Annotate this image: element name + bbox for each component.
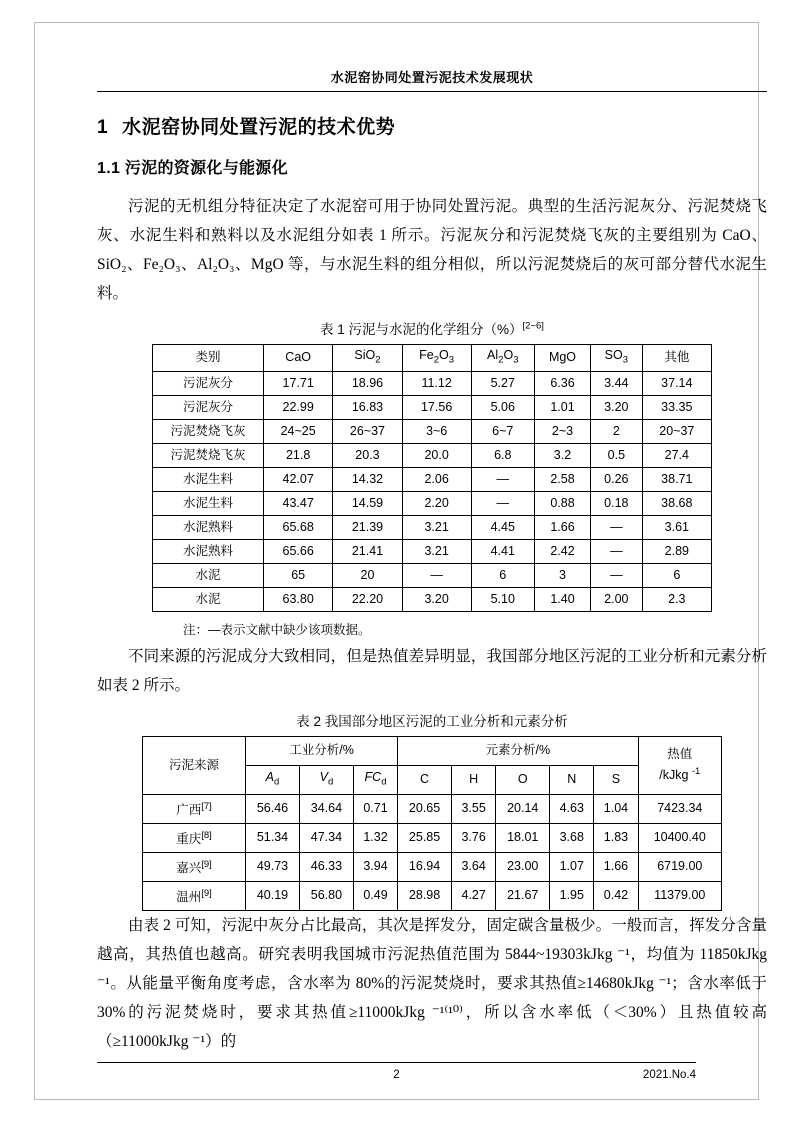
table2-cell: 23.00 xyxy=(496,852,550,881)
paragraph-3: 由表 2 可知，污泥中灰分占比最高，其次是挥发分，固定碳含量极少。一般而言，挥发分含量越高，其热值也越高。研究表明我国城市污泥热值范围为 5844~19303kJkg ⁻¹，均值为 11850kJkg ⁻¹。从能量平衡角度考虑，含水率为 80%的污泥焚烧时，要求其热值≥14680kJkg ⁻¹；含水率低于 30%的污泥焚烧时，要求其热值≥11000kJkg ⁻¹⁽¹⁰⁾，所以含水率低（＜30%）且热值较高（≥11000kJkg ⁻¹）的 xyxy=(97,916,767,1050)
table1-cell: 3.44 xyxy=(591,371,643,395)
table1-cell: 2~3 xyxy=(534,419,590,443)
table1-caption xyxy=(97,318,767,338)
table2-cell-source: 重庆[8] xyxy=(143,823,246,852)
table2-subheader-c: C xyxy=(398,765,452,794)
table2-header-heat: 热值 /kJkg $^{-1}$ xyxy=(638,736,721,794)
table1-cell: 3.21 xyxy=(402,515,471,539)
table2-header-ultimate: 元素分析/% xyxy=(398,736,638,765)
table1-cell: 2.58 xyxy=(534,467,590,491)
table1-cell: 27.4 xyxy=(642,443,711,467)
subsection-heading xyxy=(97,155,767,178)
table1-cell: 水泥熟料 xyxy=(153,539,264,563)
table1-cell: 18.96 xyxy=(333,371,402,395)
table1-cell: 5.06 xyxy=(471,395,534,419)
table-row xyxy=(153,371,712,395)
section-number: 1 xyxy=(97,117,109,138)
table1-cell: 1.01 xyxy=(534,395,590,419)
table1-cell: 38.68 xyxy=(642,491,711,515)
table1-cell: — xyxy=(591,563,643,587)
table-row xyxy=(153,587,712,611)
table2-cell: 21.67 xyxy=(496,881,550,910)
table1-cell: 17.56 xyxy=(402,395,471,419)
table-row xyxy=(143,881,722,910)
table1-cell: 20.3 xyxy=(333,443,402,467)
table2-cell: 0.71 xyxy=(353,794,397,823)
table1-cell: 2.42 xyxy=(534,539,590,563)
table1-cell: 33.35 xyxy=(642,395,711,419)
table1-cell: 43.47 xyxy=(264,491,333,515)
table1-cell: 6 xyxy=(642,563,711,587)
table1-header-cell: 其他 xyxy=(642,345,711,372)
table2-subheader-vd: $V_d$ xyxy=(299,765,353,794)
table1-cell: 1.40 xyxy=(534,587,590,611)
table2-cell: 3.64 xyxy=(452,852,496,881)
table-row xyxy=(153,419,712,443)
table1-cell: — xyxy=(402,563,471,587)
table1-header-cell: 类别 xyxy=(153,345,264,372)
table2-cell: 46.33 xyxy=(299,852,353,881)
table2-cell: 3.76 xyxy=(452,823,496,852)
table-chemical-composition xyxy=(152,344,712,612)
table1-cell: 5.10 xyxy=(471,587,534,611)
table-proximate-ultimate-analysis xyxy=(142,736,722,911)
table1-cell: 21.39 xyxy=(333,515,402,539)
table1-cell: 21.8 xyxy=(264,443,333,467)
table1-cell: 20~37 xyxy=(642,419,711,443)
page-sheet xyxy=(34,22,767,1100)
table2-cell: 3.94 xyxy=(353,852,397,881)
table2-cell: 34.64 xyxy=(299,794,353,823)
table1-cell: 污泥灰分 xyxy=(153,371,264,395)
table2-cell: 0.42 xyxy=(594,881,638,910)
table2-cell: 20.14 xyxy=(496,794,550,823)
table2-cell: 1.66 xyxy=(594,852,638,881)
table1-cell: — xyxy=(471,491,534,515)
table1-cell: 22.99 xyxy=(264,395,333,419)
table-row xyxy=(153,515,712,539)
table1-cell: 6.8 xyxy=(471,443,534,467)
footer-issue: 2021.No.4 xyxy=(642,1069,696,1081)
table-row xyxy=(143,794,722,823)
table-row xyxy=(143,852,722,881)
table2-caption: 表 2 我国部分地区污泥的工业分析和元素分析 xyxy=(296,713,568,729)
table1-cell: 6.36 xyxy=(534,371,590,395)
table1-cell: 水泥 xyxy=(153,587,264,611)
table2-subheader-fcd: $FC_d$ xyxy=(353,765,397,794)
table1-caption-text: 表 1 污泥与水泥的化学组分（%） xyxy=(320,322,523,337)
table1-cell: 65.66 xyxy=(264,539,333,563)
subsection-title: 污泥的资源化与能源化 xyxy=(124,160,288,177)
table1-cell: 65.68 xyxy=(264,515,333,539)
table1-cell: 0.5 xyxy=(591,443,643,467)
paragraph-2: 不同来源的污泥成分大致相同，但是热值差异明显，我国部分地区污泥的工业分析和元素分析如表 2 所示。 xyxy=(97,647,767,694)
table1-cell: 24~25 xyxy=(264,419,333,443)
page-number: 2 xyxy=(393,1069,400,1081)
table1-cell: 3.21 xyxy=(402,539,471,563)
table1-cell: 63.80 xyxy=(264,587,333,611)
table1-cell: 3.61 xyxy=(642,515,711,539)
table2-cell-source: 温州[9] xyxy=(143,881,246,910)
table2-cell: 3.68 xyxy=(550,823,594,852)
table2-cell: 11379.00 xyxy=(638,881,721,910)
table2-cell: 18.01 xyxy=(496,823,550,852)
table2-cell: 47.34 xyxy=(299,823,353,852)
table2-subheader-ad: $A_d$ xyxy=(246,765,300,794)
table1-cell: 20 xyxy=(333,563,402,587)
table1-cell: 16.83 xyxy=(333,395,402,419)
table2-cell: 1.83 xyxy=(594,823,638,852)
paragraph-1: 污泥的无机组分特征决定了水泥窑可用于协同处置污泥。典型的生活污泥灰分、污泥焚烧飞灰、水泥生料和熟料以及水泥组分如表 1 所示。污泥灰分和污泥焚烧飞灰的主要组别为 CaO、SiO₂、Fe₂O₃、Al₂O₃、MgO 等，与水泥生料的组分相似，所以污泥焚烧后的灰可部分替代水泥生料。 xyxy=(97,198,767,302)
table1-cell: — xyxy=(591,515,643,539)
table1-cell: 2.06 xyxy=(402,467,471,491)
table1-header-cell: $Fe_2O_3$ xyxy=(402,345,471,372)
table2-subheader-o: O xyxy=(496,765,550,794)
table2-cell: 1.07 xyxy=(550,852,594,881)
table1-cell: 17.71 xyxy=(264,371,333,395)
table1-cell: 5.27 xyxy=(471,371,534,395)
table1-header-cell: $SO_3$ xyxy=(591,345,643,372)
table1-cell: 2.00 xyxy=(591,587,643,611)
table1-cell: 3.20 xyxy=(402,587,471,611)
table2-cell: 1.04 xyxy=(594,794,638,823)
section-heading xyxy=(97,112,767,139)
table1-cell: 0.18 xyxy=(591,491,643,515)
table1-header-cell: SiO$_2$ xyxy=(333,345,402,372)
table2-cell: 56.80 xyxy=(299,881,353,910)
table1-cell: 2.20 xyxy=(402,491,471,515)
running-header: 水泥窑协同处置污泥技术发展现状 xyxy=(330,70,534,85)
table2-subheader-h: H xyxy=(452,765,496,794)
table-row xyxy=(153,443,712,467)
table1-cell: 污泥焚烧飞灰 xyxy=(153,443,264,467)
table1-cell: 14.59 xyxy=(333,491,402,515)
table1-header-cell: MgO xyxy=(534,345,590,372)
table2-cell: 4.63 xyxy=(550,794,594,823)
table1-cell: 3.20 xyxy=(591,395,643,419)
table1-cell: — xyxy=(591,539,643,563)
table2-cell: 6719.00 xyxy=(638,852,721,881)
table2-cell: 0.49 xyxy=(353,881,397,910)
table1-header-cell: $Al_2O_3$ xyxy=(471,345,534,372)
table1-cell: 4.41 xyxy=(471,539,534,563)
table-row xyxy=(153,491,712,515)
table1-cell: 6 xyxy=(471,563,534,587)
table1-cell: 水泥生料 xyxy=(153,491,264,515)
table2-cell: 7423.34 xyxy=(638,794,721,823)
page-footer xyxy=(97,1062,696,1081)
table1-cell: 3 xyxy=(534,563,590,587)
table-row xyxy=(153,539,712,563)
table2-cell: 20.65 xyxy=(398,794,452,823)
table1-cell: 42.07 xyxy=(264,467,333,491)
table1-cell: 26~37 xyxy=(333,419,402,443)
table1-cell: 水泥 xyxy=(153,563,264,587)
table1-cell: 水泥生料 xyxy=(153,467,264,491)
table2-cell: 56.46 xyxy=(246,794,300,823)
table2-cell: 4.27 xyxy=(452,881,496,910)
table-row xyxy=(153,563,712,587)
table2-cell: 1.95 xyxy=(550,881,594,910)
table1-note: 注：—表示文献中缺少该项数据。 xyxy=(183,622,371,637)
table2-header-row-1 xyxy=(143,736,722,765)
table-row xyxy=(153,395,712,419)
table1-cell: 污泥焚烧飞灰 xyxy=(153,419,264,443)
table2-subheader-s: S xyxy=(594,765,638,794)
table1-cell: 38.71 xyxy=(642,467,711,491)
table1-cell: 14.32 xyxy=(333,467,402,491)
table1-cell: 污泥灰分 xyxy=(153,395,264,419)
table1-cell: 1.66 xyxy=(534,515,590,539)
table1-cell: 37.14 xyxy=(642,371,711,395)
table1-cell: 21.41 xyxy=(333,539,402,563)
table1-cell: 20.0 xyxy=(402,443,471,467)
table2-cell: 25.85 xyxy=(398,823,452,852)
table1-header-row xyxy=(153,345,712,372)
table2-cell-source: 广西[7] xyxy=(143,794,246,823)
table2-cell: 3.55 xyxy=(452,794,496,823)
table2-header-source: 污泥来源 xyxy=(143,736,246,794)
table1-cell: 3~6 xyxy=(402,419,471,443)
table1-cell: 3.2 xyxy=(534,443,590,467)
table1-cell: 2.3 xyxy=(642,587,711,611)
table2-subheader-n: N xyxy=(550,765,594,794)
page-content xyxy=(97,67,767,1062)
table1-cell: 0.88 xyxy=(534,491,590,515)
table1-cell: 4.45 xyxy=(471,515,534,539)
table1-cell: 6~7 xyxy=(471,419,534,443)
table2-cell-source: 嘉兴[9] xyxy=(143,852,246,881)
table2-cell: 16.94 xyxy=(398,852,452,881)
table1-cell: 水泥熟料 xyxy=(153,515,264,539)
table2-cell: 40.19 xyxy=(246,881,300,910)
table2-header-proximate: 工业分析/% xyxy=(246,736,398,765)
table1-caption-ref: [2~6] xyxy=(522,320,544,332)
table1-cell: 0.26 xyxy=(591,467,643,491)
table1-cell: 2.89 xyxy=(642,539,711,563)
table1-cell: 2 xyxy=(591,419,643,443)
table2-cell: 28.98 xyxy=(398,881,452,910)
subsection-number: 1.1 xyxy=(97,160,121,177)
table1-cell: 22.20 xyxy=(333,587,402,611)
table-row xyxy=(143,823,722,852)
table2-cell: 51.34 xyxy=(246,823,300,852)
table2-cell: 10400.40 xyxy=(638,823,721,852)
table2-cell: 49.73 xyxy=(246,852,300,881)
header-rule xyxy=(97,91,767,92)
table1-header-cell: CaO xyxy=(264,345,333,372)
table-row xyxy=(153,467,712,491)
table1-cell: 11.12 xyxy=(402,371,471,395)
table2-cell: 1.32 xyxy=(353,823,397,852)
table1-cell: — xyxy=(471,467,534,491)
section-title: 水泥窑协同处置污泥的技术优势 xyxy=(122,117,396,138)
footer-rule xyxy=(97,1062,696,1063)
table1-cell: 65 xyxy=(264,563,333,587)
